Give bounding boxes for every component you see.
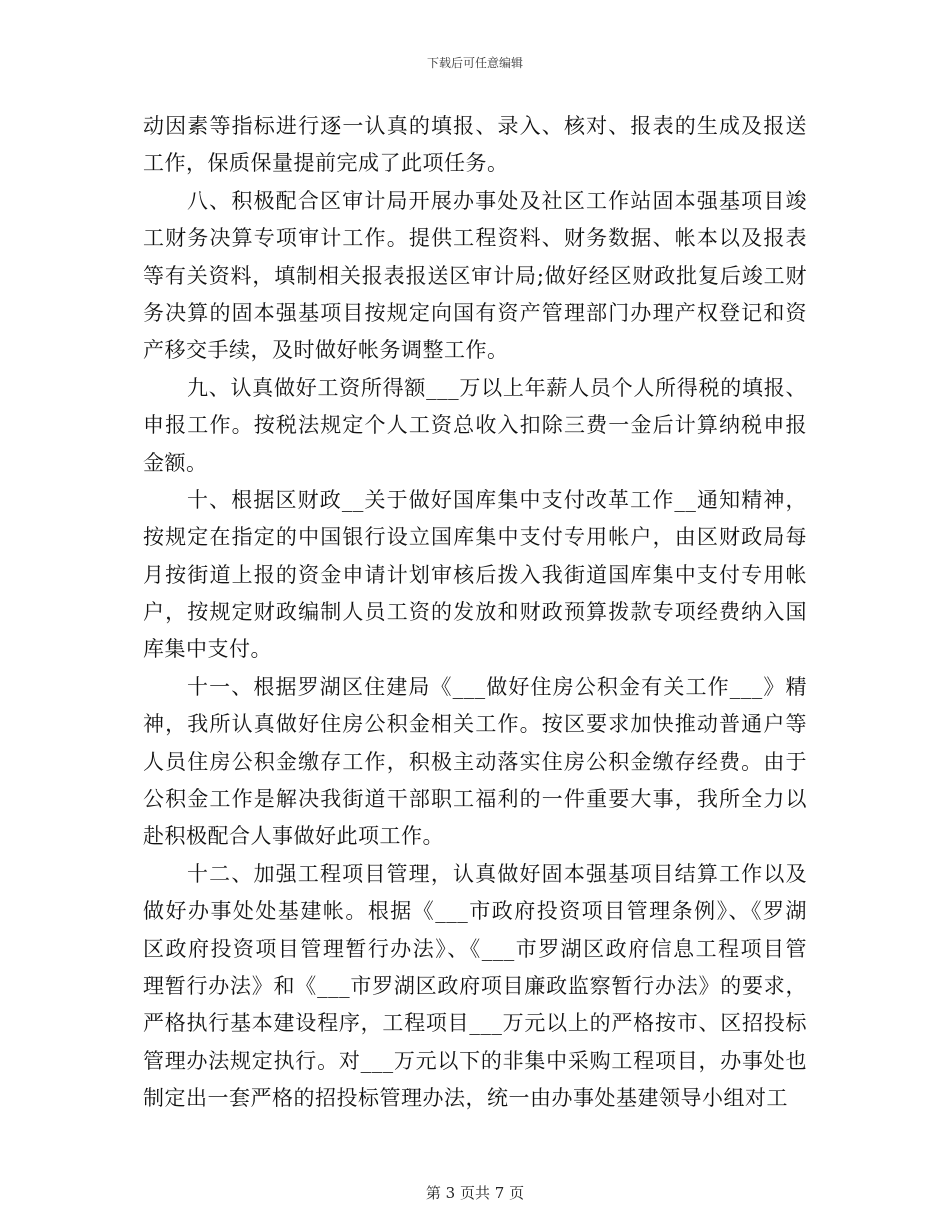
paragraph [143,482,807,669]
text-line: 按规定在指定的中国银行设立国库集中支付专用帐户，由区财政局每 [143,525,807,550]
text-line: 月按街道上报的资金申请计划审核后拨入我街道国库集中支付专用帐 [143,562,807,587]
text-line: 管理办法规定执行。对___万元以下的非集中采购工程项目，办事处也 [143,1048,807,1073]
text-line: 务决算的固本强基项目按规定向国有资产管理部门办理产权登记和资 [143,300,807,325]
text-line: 做好办事处处基建帐。根据《___市政府投资项目管理条例》、《罗湖 [143,899,807,924]
text-line: 公积金工作是解决我街道干部职工福利的一件重要大事，我所全力以 [143,787,807,812]
text-line: 户，按规定财政编制人员工资的发放和财政预算拨款专项经费纳入国 [143,600,807,625]
text-line: 十、根据区财政__关于做好国库集中支付改革工作__通知精神， [187,487,807,512]
text-line: 十二、加强工程项目管理，认真做好固本强基项目结算工作以及 [187,861,807,886]
text-line: 金额。 [143,450,208,475]
text-line: 申报工作。按税法规定个人工资总收入扣除三费一金后计算纳税申报 [143,413,807,438]
text-line: 工作，保质保量提前完成了此项任务。 [143,151,509,176]
text-line: 赴积极配合人事做好此项工作。 [143,824,444,849]
text-line: 库集中支付。 [143,637,272,662]
text-line: 动因素等指标进行逐一认真的填报、录入、核对、报表的生成及报送 [143,114,807,138]
document-body [143,108,807,1118]
page-footer: 第 3 页共 7 页 [425,1184,525,1202]
page-header: 下载后可任意编辑 [426,56,523,70]
text-line: 神，我所认真做好住房公积金相关工作。按区要求加快推动普通户等 [143,712,807,737]
text-line: 理暂行办法》和《___市罗湖区政府项目廉政监察暂行办法》的要求， [143,973,807,998]
text-line: 九、认真做好工资所得额___万以上年薪人员个人所得税的填报、 [187,375,807,400]
paragraph [143,856,807,1118]
text-line: 工财务决算专项审计工作。提供工程资料、财务数据、帐本以及报表 [143,226,807,251]
text-line: 产移交手续，及时做好帐务调整工作。 [143,338,509,363]
text-line: 十一、根据罗湖区住建局《___做好住房公积金有关工作___》精 [187,674,807,699]
text-line: 等有关资料，填制相关报表报送区审计局;做好经区财政批复后竣工财 [143,263,807,288]
paragraph [143,108,807,183]
text-line: 人员住房公积金缴存工作，积极主动落实住房公积金缴存经费。由于 [143,749,807,774]
paragraph [143,183,807,370]
paragraph [143,669,807,856]
text-line: 八、积极配合区审计局开展办事处及社区工作站固本强基项目竣 [187,188,807,213]
text-line: 制定出一套严格的招投标管理办法，统一由办事处基建领导小组对工 [143,1086,788,1111]
paragraph [143,370,807,482]
text-line: 区政府投资项目管理暂行办法》、《___市罗湖区政府信息工程项目管 [143,936,807,961]
text-line: 严格执行基本建设程序，工程项目___万元以上的严格按市、区招投标 [143,1011,807,1036]
